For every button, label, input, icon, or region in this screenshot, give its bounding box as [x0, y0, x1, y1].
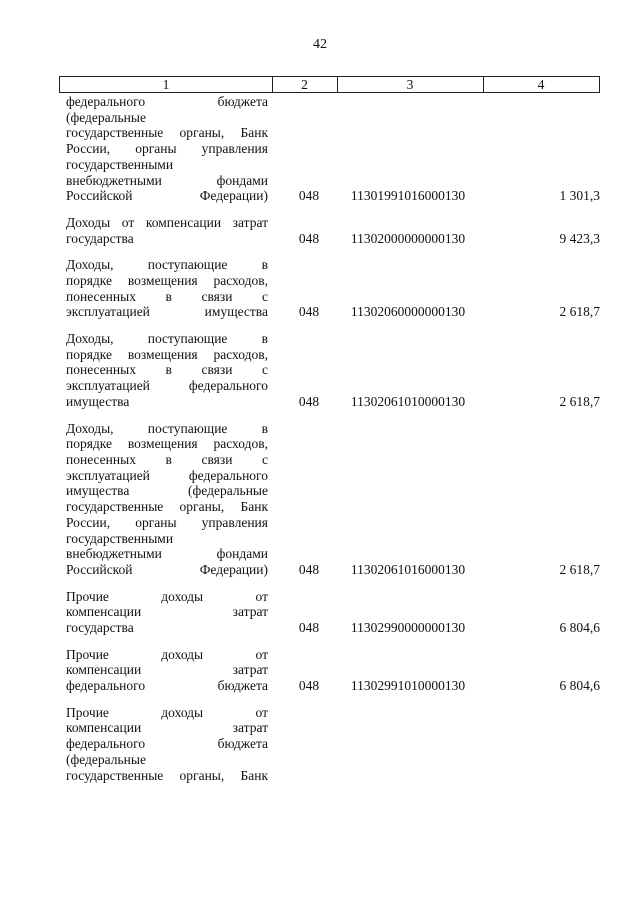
- amount: 2 618,7: [559, 393, 600, 409]
- description-line: эксплуатацией имущества: [66, 304, 268, 320]
- description-line: имущества: [66, 393, 130, 409]
- description-line: государственные органы, Банк: [66, 767, 268, 783]
- description-line: порядке возмещения расходов,: [66, 346, 268, 362]
- description-line: внебюджетными фондами: [66, 546, 268, 562]
- description-line: Российской Федерации): [66, 188, 268, 204]
- budget-classification-code: 11302990000000130: [350, 619, 466, 635]
- description-line: порядке возмещения расходов,: [66, 272, 268, 288]
- ministry-code: 048: [298, 230, 320, 246]
- budget-classification-code: 11302060000000130: [350, 304, 466, 320]
- description-line: эксплуатацией федерального: [66, 378, 268, 394]
- amount: 9 423,3: [559, 230, 600, 246]
- table-row: [0, 647, 640, 694]
- description-line: государственные органы, Банк: [66, 125, 268, 141]
- row-description: [66, 331, 268, 410]
- description-line: федерального бюджета: [66, 94, 268, 109]
- budget-classification-code: 11302991010000130: [350, 678, 466, 694]
- table-header: [59, 76, 600, 93]
- description-line: Прочие доходы от: [66, 646, 268, 662]
- ministry-code: 048: [298, 304, 320, 320]
- table-row: [0, 421, 640, 578]
- description-line: государственными: [66, 156, 174, 172]
- description-line: государства: [66, 230, 134, 246]
- table-row: [0, 705, 640, 784]
- description-line: Российской Федерации): [66, 561, 268, 577]
- description-line: Доходы, поступающие в: [66, 331, 268, 347]
- description-line: России, органы управления: [66, 141, 268, 157]
- budget-classification-code: 11302061016000130: [350, 561, 466, 577]
- row-description: [66, 94, 268, 204]
- budget-classification-code: 11302061010000130: [350, 393, 466, 409]
- header-col-1: 1: [60, 77, 273, 92]
- ministry-code: 048: [298, 678, 320, 694]
- description-line: внебюджетными фондами: [66, 172, 268, 188]
- table-row: [0, 257, 640, 320]
- description-line: государства: [66, 619, 134, 635]
- table-row: [0, 331, 640, 410]
- description-line: (федеральные: [66, 109, 146, 125]
- description-line: России, органы управления: [66, 514, 268, 530]
- row-description: [66, 705, 268, 784]
- amount: 1 301,3: [559, 188, 600, 204]
- ministry-code: 048: [298, 188, 320, 204]
- header-col-4: 4: [537, 77, 545, 92]
- budget-classification-code: 11301991016000130: [350, 188, 466, 204]
- row-description: [66, 257, 268, 320]
- ministry-code: 048: [298, 561, 320, 577]
- amount: 6 804,6: [559, 619, 600, 635]
- description-line: федерального бюджета: [66, 678, 268, 694]
- row-description: [66, 215, 268, 246]
- table-row: [0, 589, 640, 636]
- description-line: федерального бюджета: [66, 736, 268, 752]
- description-line: Доходы, поступающие в: [66, 420, 268, 436]
- header-col-2: 2: [272, 77, 338, 92]
- table-row: [0, 94, 640, 204]
- amount: 6 804,6: [559, 678, 600, 694]
- description-line: Прочие доходы от: [66, 704, 268, 720]
- row-description: [66, 589, 268, 636]
- description-line: компенсации затрат: [66, 720, 268, 736]
- description-line: (федеральные: [66, 751, 146, 767]
- description-line: понесенных в связи с: [66, 362, 268, 378]
- header-col-3: 3: [337, 77, 484, 92]
- description-line: имущества (федеральные: [66, 483, 268, 499]
- description-line: компенсации затрат: [66, 662, 268, 678]
- description-line: компенсации затрат: [66, 604, 268, 620]
- description-line: понесенных в связи с: [66, 451, 268, 467]
- description-line: Доходы, поступающие в: [66, 257, 268, 273]
- description-line: порядке возмещения расходов,: [66, 436, 268, 452]
- description-line: государственные органы, Банк: [66, 499, 268, 515]
- ministry-code: 048: [298, 619, 320, 635]
- description-line: Доходы от компенсации затрат: [66, 214, 268, 230]
- page-number: 42: [313, 37, 327, 52]
- description-line: Прочие доходы от: [66, 588, 268, 604]
- budget-classification-code: 11302000000000130: [350, 230, 466, 246]
- amount: 2 618,7: [559, 304, 600, 320]
- description-line: государственными: [66, 530, 174, 546]
- amount: 2 618,7: [559, 561, 600, 577]
- table-body: [0, 94, 640, 794]
- ministry-code: 048: [298, 393, 320, 409]
- description-line: понесенных в связи с: [66, 288, 268, 304]
- description-line: эксплуатацией федерального: [66, 467, 268, 483]
- row-description: [66, 647, 268, 694]
- table-row: [0, 215, 640, 246]
- row-description: [66, 421, 268, 578]
